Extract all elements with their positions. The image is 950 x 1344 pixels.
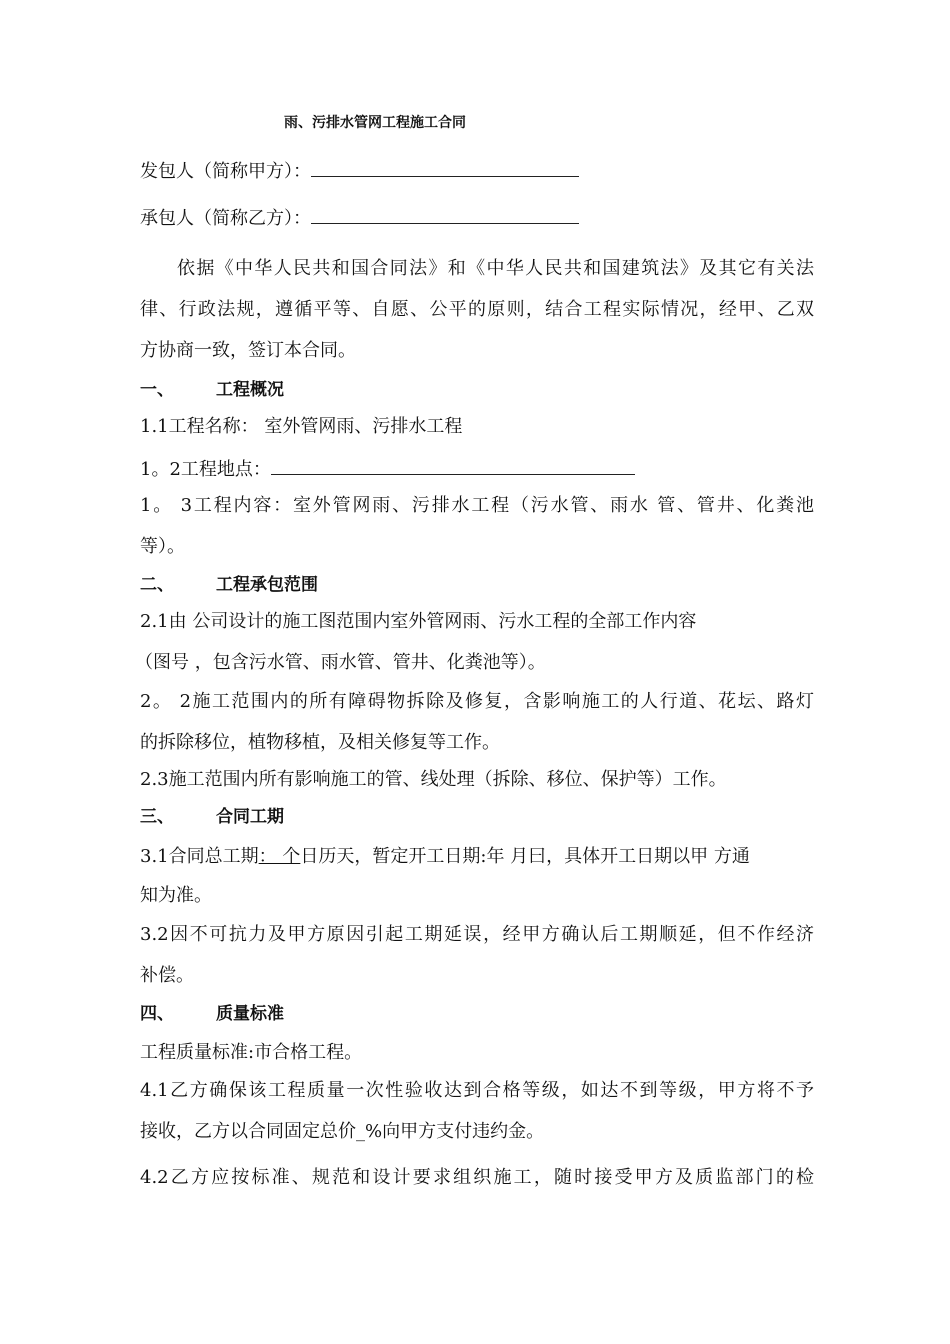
party-a-blank bbox=[311, 158, 579, 177]
clause-4-1-line-1: 4.1乙方确保该工程质量一次性验收达到合格等级，如达不到等级，甲方将不予 bbox=[140, 1080, 814, 1101]
clause-2-2-line-2: 的拆除移位，植物移植，及相关修复等工作。 bbox=[140, 732, 500, 753]
clause-4-1-line-2: 接收，乙方以合同固定总价_%向甲方支付违约金。 bbox=[140, 1121, 545, 1142]
site-blank bbox=[271, 456, 635, 475]
clause-1-2: 1。2工程地点： bbox=[140, 456, 635, 482]
party-b-line bbox=[140, 205, 579, 231]
duration-blank: ： 个 bbox=[258, 846, 301, 867]
clause-1-1: 1.1工程名称： 室外管网雨、污排水工程 bbox=[140, 416, 463, 437]
clause-3-2-line-2: 补偿。 bbox=[140, 965, 194, 986]
clause-1-3-line-1: 1。 3工程内容：室外管网雨、污排水工程（污水管、雨水 管、管井、化粪池 bbox=[140, 495, 814, 516]
intro-line-3: 方协商一致，签订本合同。 bbox=[140, 340, 356, 361]
clause-3-1-line-1: 3.1合同总工期： 个日历天，暂定开工日期:年 月曰，具体开工日期以甲 方通 bbox=[140, 846, 750, 867]
section-1-heading: 一、 工程概况 bbox=[140, 380, 284, 400]
party-a-label: 发包人（简称甲方）： bbox=[140, 161, 311, 182]
clause-3-1-line-2: 知为准。 bbox=[140, 885, 212, 906]
section-2-heading: 二、 工程承包范围 bbox=[140, 575, 318, 595]
section-3-heading: 三、 合同工期 bbox=[140, 807, 284, 827]
section-4-heading: 四、 质量标准 bbox=[140, 1004, 284, 1024]
document-title: 雨、污排水管网工程施工合同 bbox=[284, 115, 466, 131]
intro-line-1: 依据《中华人民共和国合同法》和《中华人民共和国建筑法》及其它有关法 bbox=[177, 258, 814, 279]
clause-2-1-line-2: （图号 ，包含污水管、雨水管、管井、化粪池等）。 bbox=[135, 652, 546, 673]
clause-2-3: 2.3施工范围内所有影响施工的管、线处理（拆除、移位、保护等）工作。 bbox=[140, 769, 727, 790]
clause-2-2-line-1: 2。 2施工范围内的所有障碍物拆除及修复，含影响施工的人行道、花坛、路灯 bbox=[140, 691, 814, 712]
clause-3-2-line-1: 3.2因不可抗力及甲方原因引起工期延误，经甲方确认后工期顺延，但不作经济 bbox=[140, 924, 814, 945]
clause-4-2-line-1: 4.2乙方应按标准、规范和设计要求组织施工，随时接受甲方及质监部门的检 bbox=[140, 1167, 814, 1188]
party-b-blank bbox=[311, 205, 579, 224]
intro-line-2: 律、行政法规，遵循平等、自愿、公平的原则，结合工程实际情况，经甲、乙双 bbox=[140, 299, 814, 320]
clause-1-3-line-2: 等）。 bbox=[140, 536, 185, 557]
clause-2-1-line-1: 2.1由 公司设计的施工图范围内室外管网雨、污水工程的全部工作内容 bbox=[140, 611, 697, 632]
party-a-line bbox=[140, 158, 579, 184]
party-b-label: 承包人（简称乙方）： bbox=[140, 208, 311, 229]
quality-standard: 工程质量标准:市合格工程。 bbox=[140, 1042, 363, 1063]
